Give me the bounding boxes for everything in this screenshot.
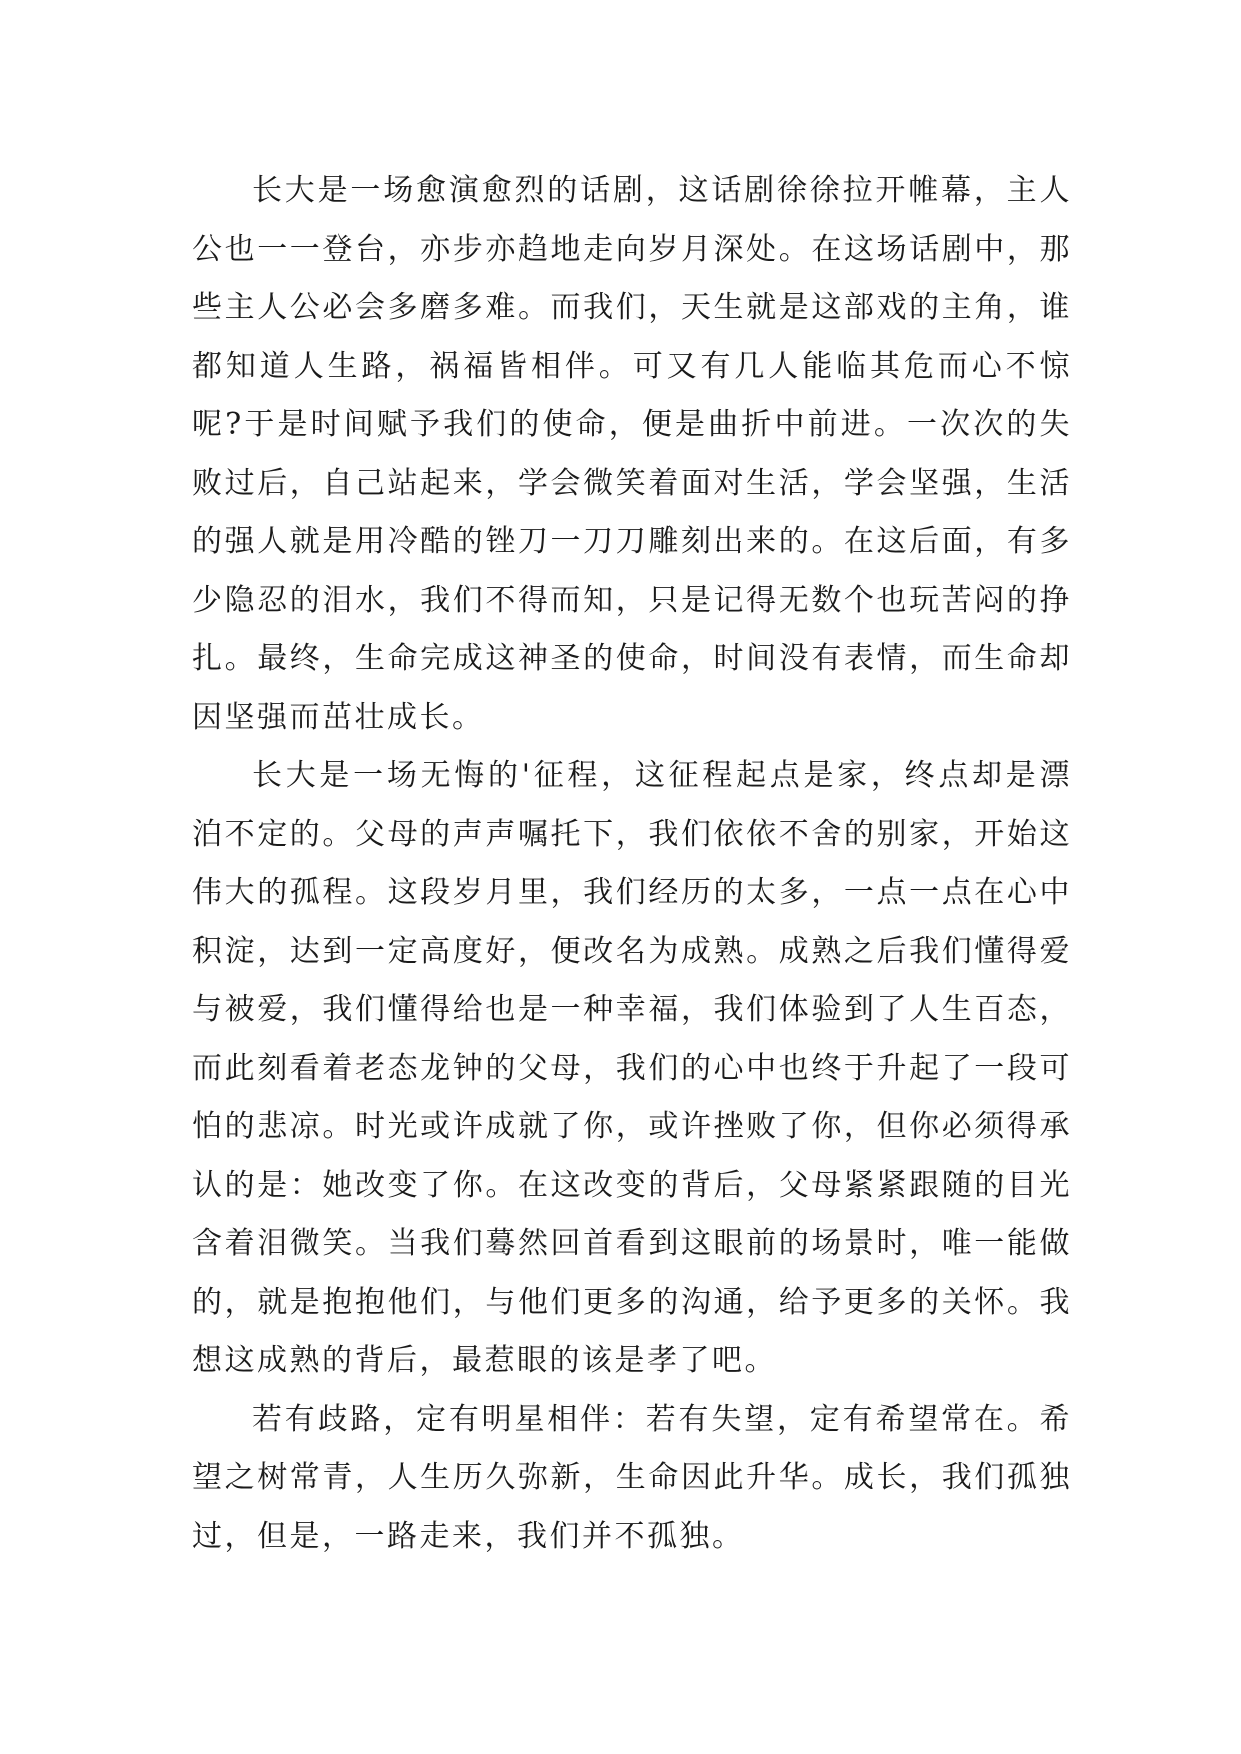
essay-body [192,162,1072,1566]
essay-paragraph-1: 长大是一场愈演愈烈的话剧，这话剧徐徐拉开帷幕，主人公也一一登台，亦步亦趋地走向岁月深处。在这场话剧中，那些主人公必会多磨多难。而我们，天生就是这部戏的主角，谁都知道人生路，祸福皆相伴。可又有几人能临其危而心不惊呢?于是时间赋予我们的使命，便是曲折中前进。一次次的失败过后，自己站起来，学会微笑着面对生活，学会坚强，生活的强人就是用冷酷的锉刀一刀刀雕刻出来的。在这后面，有多少隐忍的泪水，我们不得而知，只是记得无数个也玩苦闷的挣扎。最终，生命完成这神圣的使命，时间没有表情，而生命却因坚强而茁壮成长。 [192,173,1072,735]
essay-paragraph-3: 若有歧路，定有明星相伴：若有失望，定有希望常在。希望之树常青，人生历久弥新，生命因此升华。成长，我们孤独过，但是，一路走来，我们并不孤独。 [192,1401,1072,1554]
essay-paragraph-2: 长大是一场无悔的'征程，这征程起点是家，终点却是漂泊不定的。父母的声声嘱托下，我们依依不舍的别家，开始这伟大的孤程。这段岁月里，我们经历的太多，一点一点在心中积淀，达到一定高度好，便改名为成熟。成熟之后我们懂得爱与被爱，我们懂得给也是一种幸福，我们体验到了人生百态，而此刻看着老态龙钟的父母，我们的心中也终于升起了一段可怕的悲凉。时光或许成就了你，或许挫败了你，但你必须得承认的是：她改变了你。在这改变的背后，父母紧紧跟随的目光含着泪微笑。当我们蓦然回首看到这眼前的场景时，唯一能做的，就是抱抱他们，与他们更多的沟通，给予更多的关怀。我想这成熟的背后，最惹眼的该是孝了吧。 [192,758,1072,1378]
